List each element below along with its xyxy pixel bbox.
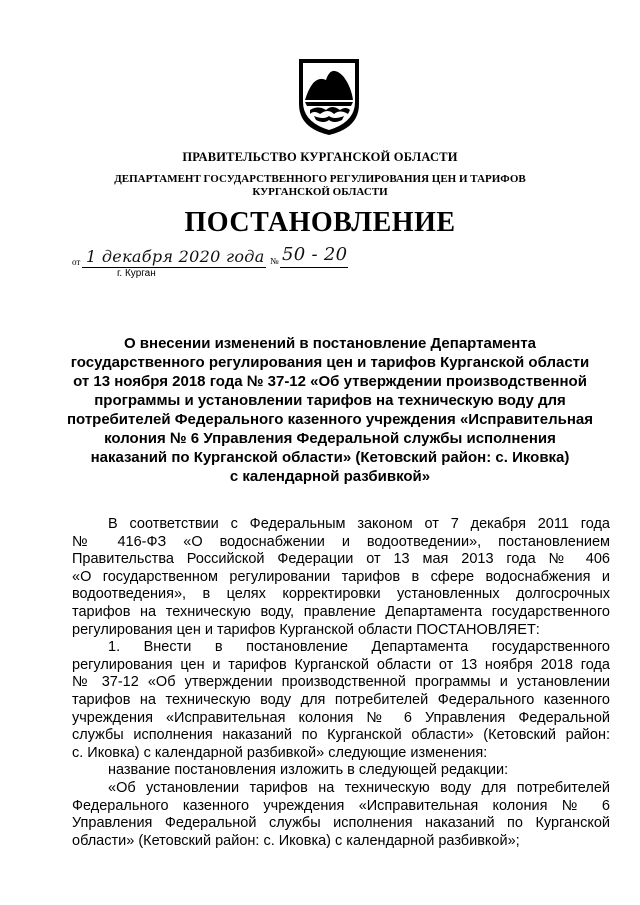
handwritten-number: 50 - 20 (282, 244, 348, 265)
body-line: службы исполнения наказаний по Курганской области» (Кетовский район: (72, 727, 610, 744)
title-line: потребителей Федерального казенного учреждения «Исправительная (66, 411, 594, 428)
body-line: тарифов на техническую воду для потребителей Федерального казенного (72, 691, 610, 708)
body-line: Правительства Российской Федерации от 13 мая 2013 года № 406 (72, 551, 610, 568)
body-line: 1. Внести в постановление Департамента государственного (108, 639, 610, 656)
body-line: «Об установлении тарифов на техническую воду для потребителей (108, 779, 610, 796)
number-underline (280, 267, 348, 268)
title-line: программы и установлении тарифов на техническую воду для (94, 392, 566, 409)
body-line: регулирования цен и тарифов Курганской области ПОСТАНОВЛЯЕТ: (72, 621, 540, 638)
department-region: КУРГАНСКОЙ ОБЛАСТИ (252, 186, 388, 198)
city-label: г. Курган (117, 268, 156, 279)
body-line: В соответствии с Федеральным законом от 7 декабря 2011 года (108, 516, 610, 532)
number-label: № (270, 256, 279, 266)
body-line: № 416-ФЗ «О водоснабжении и водоотведении», постановлением (72, 533, 610, 550)
title-line: от 13 ноября 2018 года № 37-12 «Об утверждении производственной (73, 373, 587, 390)
body-line: название постановления изложить в следующей редакции: (108, 762, 509, 779)
department-name: ДЕПАРТАМЕНТ ГОСУДАРСТВЕННОГО РЕГУЛИРОВАНИЯ ЦЕН И ТАРИФОВ (114, 173, 526, 185)
body-line: «О государственном регулировании тарифов в сфере водоснабжения и (72, 568, 610, 585)
body-line: водоотведения», в целях корректировки установленных долгосрочных (72, 586, 610, 603)
title-line: с календарной разбивкой» (229, 468, 431, 485)
document-title (60, 334, 600, 486)
government-name: ПРАВИТЕЛЬСТВО КУРГАНСКОЙ ОБЛАСТИ (182, 150, 458, 164)
title-line: О внесении изменений в постановление Департамента (123, 335, 537, 352)
body-line: учреждения «Исправительная колония № 6 Управления Федеральной (72, 709, 610, 726)
title-line: государственного регулирования цен и тарифов Курганской области (70, 354, 590, 371)
document-type-heading: ПОСТАНОВЛЕНИЕ (184, 207, 456, 238)
handwritten-date: 1 декабря 2020 года (86, 247, 265, 266)
body-line: Управления Федеральной службы исполнения наказаний по Курганской (72, 815, 610, 832)
kurgan-coat-of-arms-icon (298, 58, 360, 136)
body-line: области» (Кетовский район: с. Иковка) с календарной разбивкой»; (72, 832, 520, 849)
title-line: наказаний по Курганской области» (Кетовский район: с. Иковка) (90, 449, 570, 466)
body-line: тарифов на техническую воду, правление Департамента государственного (72, 603, 610, 620)
from-label: от (72, 257, 81, 267)
body-line: Федерального казенного учреждения «Исправительная колония № 6 (72, 797, 610, 814)
document-body (72, 516, 610, 850)
title-line: колония № 6 Управления Федеральной службы исполнения (104, 430, 556, 447)
date-underline (82, 267, 266, 268)
body-line: регулирования цен и тарифов Курганской области от 13 ноября 2018 года (72, 656, 610, 673)
body-line: № 37-12 «Об утверждении производственной программы и установлении (72, 674, 610, 691)
body-line: с. Иковка) с календарной разбивкой» следующие изменения: (72, 744, 488, 761)
